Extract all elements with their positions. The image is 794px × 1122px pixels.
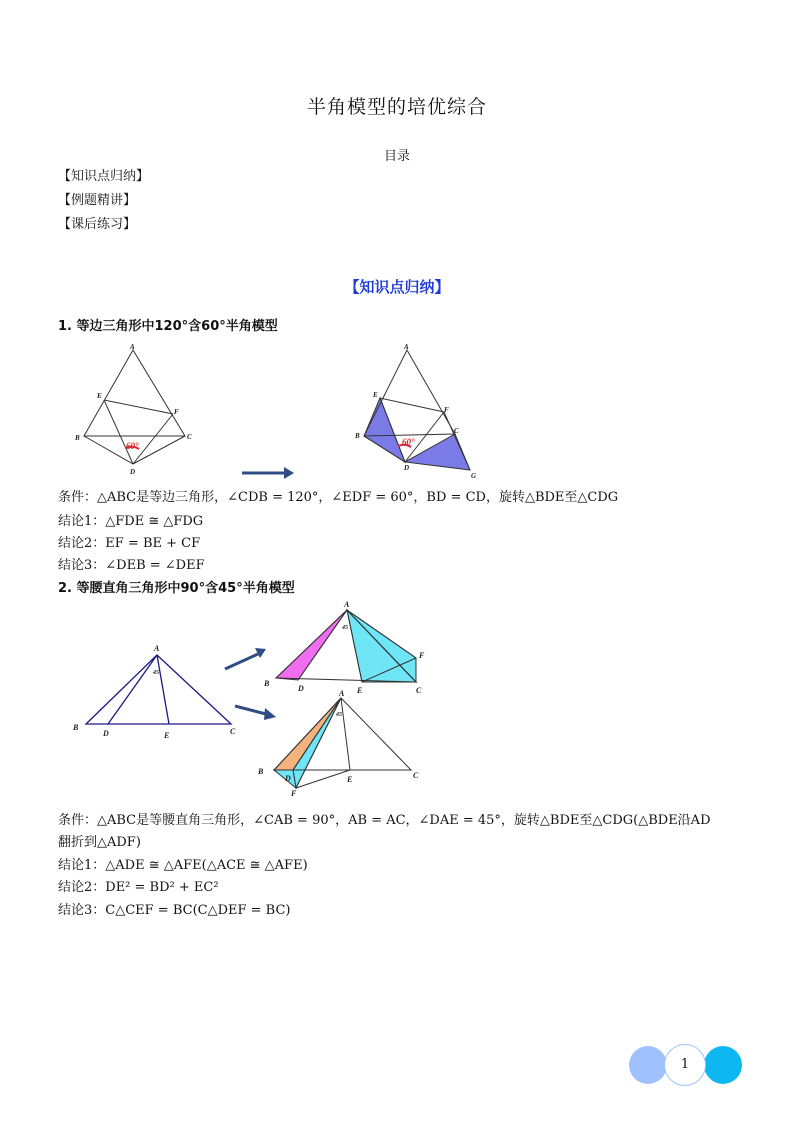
svg-text:F: F (444, 406, 449, 414)
svg-text:A: A (404, 343, 409, 351)
angle-label-45: 45 (153, 670, 159, 676)
svg-text:C: C (454, 427, 459, 435)
page-dot-left (629, 1046, 667, 1084)
page-title: 半角模型的培优综合 (306, 96, 487, 118)
svg-text:F: F (174, 408, 179, 416)
figure-isosceles-original (66, 640, 246, 740)
svg-text:D: D (298, 684, 304, 693)
svg-text:E: E (373, 391, 378, 399)
arrow-icon (240, 466, 296, 480)
angle-label-45-bottom: 45 (336, 712, 342, 718)
model2-conclusion-1: 结论1：△ADE ≅ △AFE(△ACE ≅ △AFE) (58, 858, 308, 873)
model2-conclusion-3: 结论3：C△CEF = BC(C△DEF = BC) (58, 903, 291, 918)
svg-text:C: C (187, 433, 192, 441)
toc-item-knowledge[interactable]: 【知识点归纳】 (58, 169, 150, 184)
page-number: 1 (664, 1044, 706, 1086)
model1-conclusion-2: 结论2：EF = BE + CF (58, 536, 201, 551)
svg-text:E: E (357, 686, 363, 695)
svg-text:B: B (73, 723, 79, 732)
section-heading: 【知识点归纳】 (344, 278, 450, 296)
svg-text:E: E (97, 392, 102, 400)
figure-isosceles-rotation (258, 598, 438, 698)
svg-text:B: B (258, 767, 264, 776)
angle-label-60: 60° (126, 441, 139, 451)
model1-conclusion-1: 结论1：△FDE ≅ △FDG (58, 514, 204, 529)
toc-heading: 目录 (383, 149, 410, 164)
model2-conclusion-2: 结论2：DE² = BD² + EC² (58, 880, 219, 895)
figure-equilateral-original (70, 342, 200, 477)
svg-text:E: E (347, 775, 353, 784)
svg-text:C: C (230, 727, 236, 736)
model1-condition: 条件：△ABC是等边三角形，∠CDB = 120°，∠EDF = 60°，BD = CD，旋转△BDE至△CDG (58, 490, 619, 505)
svg-text:C: C (416, 686, 422, 695)
page-dot-right (704, 1046, 742, 1084)
toc-item-exercises[interactable]: 【课后练习】 (58, 217, 137, 232)
svg-text:D: D (103, 729, 109, 738)
angle-label-45-top: 45 (342, 625, 348, 631)
model2-condition-line-1: 条件：△ABC是等腰直角三角形，∠CAB = 90°，AB = AC，∠DAE = 45°，旋转△BDE至△CDG(△BDE沿AD (58, 813, 711, 828)
svg-text:D: D (285, 774, 291, 783)
svg-text:B: B (355, 432, 360, 440)
svg-text:F: F (419, 651, 425, 660)
svg-text:F: F (291, 789, 297, 798)
model1-heading: 1. 等边三角形中120°含60°半角模型 (58, 319, 278, 334)
svg-text:C: C (413, 771, 419, 780)
svg-text:B: B (75, 434, 80, 442)
svg-text:D: D (404, 464, 410, 472)
angle-label-60-rotated: 60° (402, 437, 415, 447)
model1-conclusion-3: 结论3：∠DEB = ∠DEF (58, 558, 205, 573)
svg-text:A: A (339, 689, 345, 698)
figure-isosceles-fold (256, 688, 431, 798)
svg-text:G: G (471, 472, 477, 480)
svg-text:A: A (344, 600, 350, 609)
svg-text:A: A (154, 644, 160, 653)
model2-heading: 2. 等腰直角三角形中90°含45°半角模型 (58, 581, 295, 596)
svg-text:A: A (130, 343, 135, 351)
svg-text:E: E (164, 731, 170, 740)
toc-item-examples[interactable]: 【例题精讲】 (58, 193, 137, 208)
model2-condition-line-2: 翻折到△ADF) (58, 835, 141, 850)
svg-text:B: B (264, 679, 270, 688)
svg-text:D: D (130, 468, 136, 476)
figure-equilateral-rotated (350, 342, 480, 482)
